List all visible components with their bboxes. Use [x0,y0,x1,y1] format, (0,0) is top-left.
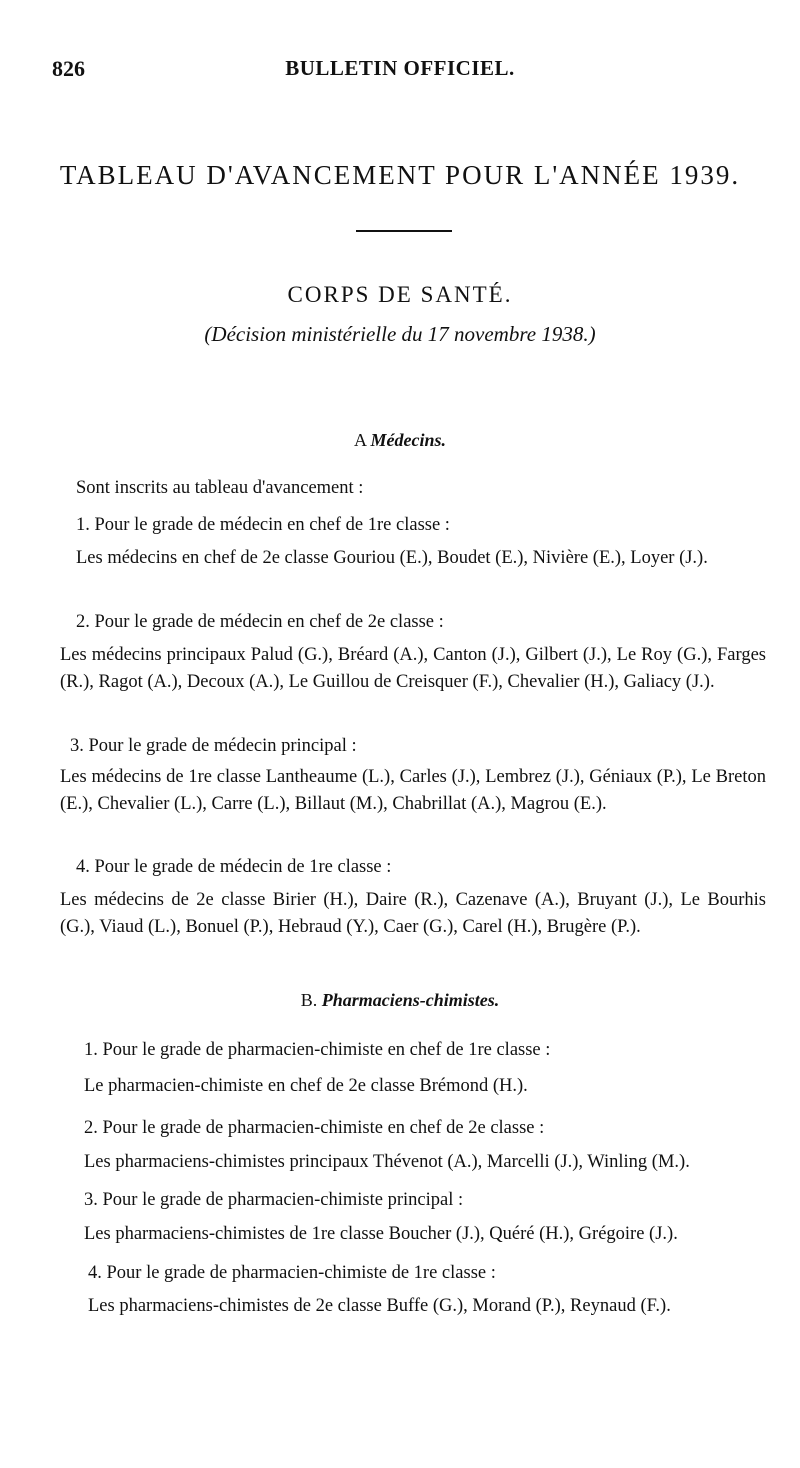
decision-reference: (Décision ministérielle du 17 novembre 1938.) [204,322,596,346]
item-label: 4. Pour le grade de médecin de 1re classe : [76,857,392,877]
section-name: Médecins. [370,430,446,450]
title-divider [356,230,452,232]
running-title: BULLETIN OFFICIEL. [285,56,515,80]
item-text: Les médecins de 1re classe Lantheaume (L.), Carles (J.), Lembrez (J.), Géniaux (P.), Le Breton (E.), Chevalier (L.), Carre (L.), Billaut (M.), Chabrillat (A.), Magrou (E.). [60,767,766,814]
section-letter: A [353,430,366,450]
section-heading-pharmaciens [0,990,800,1011]
item-label: 3. Pour le grade de médecin principal : [70,736,357,756]
item-label: 2. Pour le grade de pharmacien-chimiste en chef de 2e classe : [84,1118,545,1138]
item-text: Les médecins de 2e classe Birier (H.), Daire (R.), Cazenave (A.), Bruyant (J.), Le Bourhis (G.), Viaud (L.), Bonuel (P.), Hebraud (Y.), Caer (G.), Carel (H.), Brugère (P.). [60,890,766,937]
item-text: Les médecins en chef de 2e classe Gouriou (E.), Boudet (E.), Nivière (E.), Loyer (J.). [76,548,708,568]
corps-heading: CORPS DE SANTÉ. [287,282,513,307]
item-label: 2. Pour le grade de médecin en chef de 2e classe : [76,612,444,632]
item-text: Les pharmaciens-chimistes principaux Thévenot (A.), Marcelli (J.), Winling (M.). [84,1152,690,1172]
document-title: TABLEAU D'AVANCEMENT POUR L'ANNÉE 1939. [59,160,741,190]
item-text: Le pharmacien-chimiste en chef de 2e classe Brémond (H.). [84,1076,528,1096]
item-label: 3. Pour le grade de pharmacien-chimiste principal : [84,1190,464,1210]
item-text: Les pharmaciens-chimistes de 2e classe Buffe (G.), Morand (P.), Reynaud (F.). [88,1296,671,1316]
section-heading-medecins [0,430,800,451]
page-header [0,56,800,86]
section-name: Pharmaciens-chimistes. [321,990,500,1010]
item-label: 4. Pour le grade de pharmacien-chimiste de 1re classe : [88,1263,496,1283]
item-text: Les médecins principaux Palud (G.), Bréard (A.), Canton (J.), Gilbert (J.), Le Roy (G.), Farges (R.), Ragot (A.), Decoux (A.), Le Guillou de Creisquer (F.), Chevalier (H.), Galiacy (J.). [60,645,766,692]
item-text: Les pharmaciens-chimistes de 1re classe Boucher (J.), Quéré (H.), Grégoire (J.). [84,1224,678,1244]
item-label: 1. Pour le grade de pharmacien-chimiste en chef de 1re classe : [84,1040,551,1060]
item-label: 1. Pour le grade de médecin en chef de 1re classe : [76,515,450,535]
intro-text: Sont inscrits au tableau d'avancement : [76,478,364,498]
section-letter: B. [300,990,318,1010]
page-number: 826 [52,56,85,81]
